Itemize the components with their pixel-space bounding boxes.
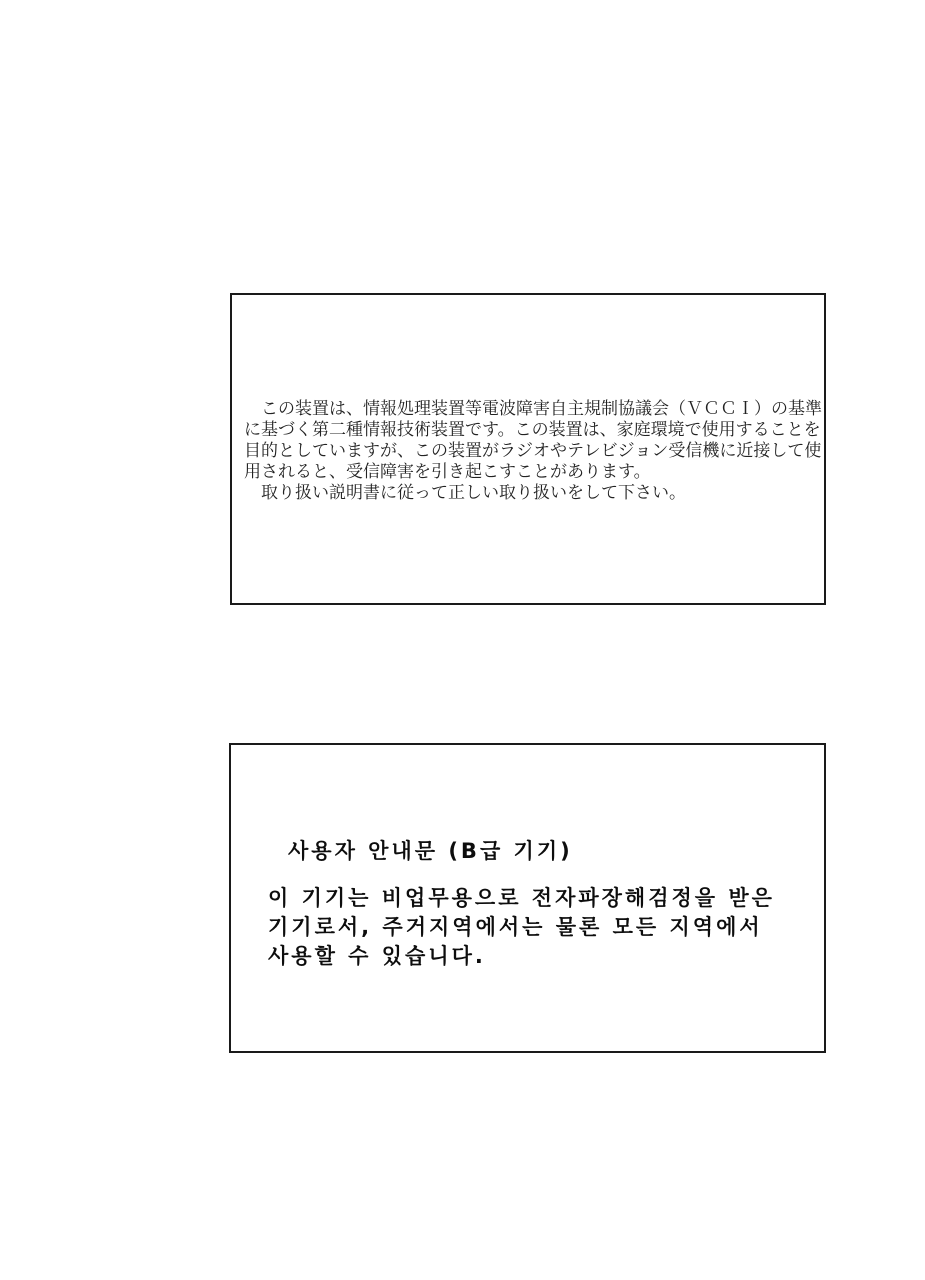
notice-line: 이 기기는 비업무용으로 전자파장해검정을 받은 bbox=[268, 886, 775, 910]
notice-line: に基づく第二種情報技術装置です。この装置は、家庭環境で使用することを bbox=[244, 420, 821, 440]
notice-line: 目的としていますが、この装置がラジオやテレビジョン受信機に近接して使 bbox=[244, 441, 822, 461]
korean-notice-box bbox=[229, 743, 826, 1053]
vcci-notice-text bbox=[244, 399, 822, 504]
korean-notice-heading: 사용자 안내문 (B급 기기) bbox=[288, 839, 573, 863]
notice-line: 사용할 수 있습니다. bbox=[268, 944, 486, 968]
vcci-notice-box bbox=[230, 293, 826, 605]
notice-line: この装置は、情報処理装置等電波障害自主規制協議会（ＶＣＣＩ）の基準 bbox=[244, 399, 822, 419]
notice-line: 기기로서, 주거지역에서는 물론 모든 지역에서 bbox=[268, 915, 763, 939]
notice-line: 取り扱い説明書に従って正しい取り扱いをして下さい。 bbox=[244, 483, 686, 503]
notice-line: 用されると、受信障害を引き起こすことがあります。 bbox=[244, 462, 651, 482]
korean-notice-text bbox=[268, 884, 775, 971]
